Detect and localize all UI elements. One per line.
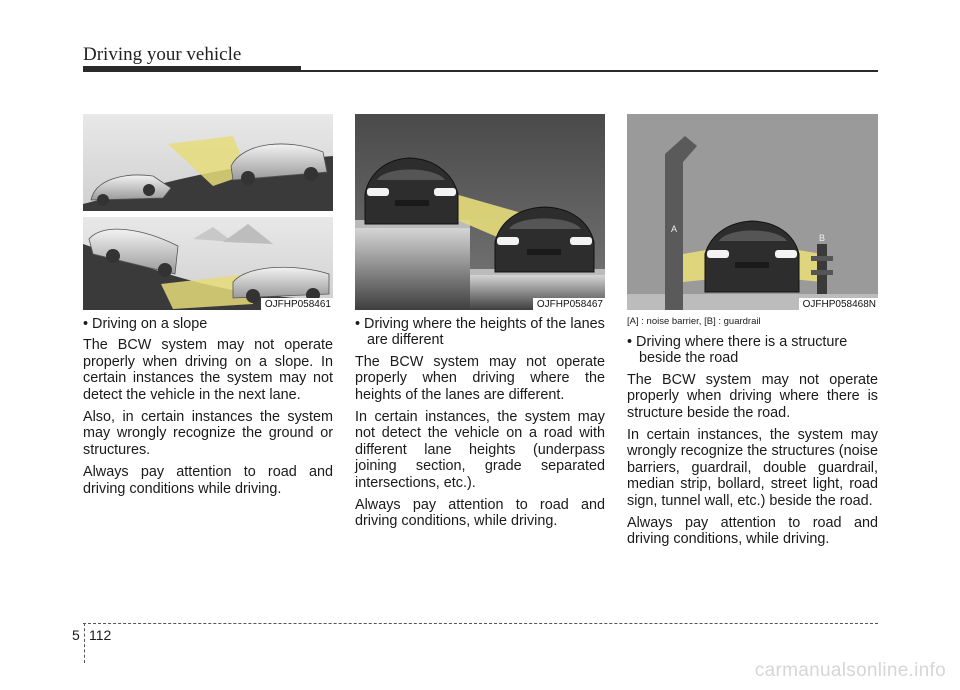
page-number: 112 [89,627,112,643]
figure-slope-illustration [83,114,333,310]
footer-divider [84,623,85,663]
footer-rule [83,623,878,624]
figure-structure-illustration [627,114,878,310]
watermark: carmanualsonline.info [754,660,946,681]
paragraph: In certain instances, the system may wrongly recognize the structures (noise barriers, guardrail, double guardrail, median strip, bollard, street light, road sign, tunnel wall, etc.) beside the road. [627,427,878,509]
column-slope [83,316,333,503]
figure-code: OJFHP058461 [261,298,333,310]
figure-code: OJFHP058467 [533,298,605,310]
column-lane-heights [355,316,605,536]
bullet-lane-heights: • Driving where the heights of the lanes are different [355,316,605,349]
paragraph: The BCW system may not operate properly when driving where there is structure beside the road. [627,371,878,421]
figure-lane-heights-illustration [355,114,605,310]
figure-lane-heights [355,114,605,310]
bullet-slope: • Driving on a slope [83,316,208,332]
paragraph: Always pay attention to road and driving conditions while driving. [83,464,333,497]
paragraph: Always pay attention to road and driving conditions, while driving. [627,515,878,548]
paragraph: In certain instances, the system may not detect the vehicle on a road with different lane heights (underpass joining section, grade separated intersections, etc.). [355,409,605,491]
chapter-number: 5 [72,627,80,643]
column-structure [627,316,878,554]
figure-slope [83,114,333,310]
bullet-structure: • Driving where there is a structure beside the road [627,334,848,367]
figure-caption: [A] : noise barrier, [B] : guardrail [627,316,761,327]
header-rule-thick [83,66,301,72]
label-a: A [671,224,678,234]
label-b: B [819,233,826,243]
header-rule-thin [301,70,878,72]
figure-code: OJFHP058468N [799,298,878,310]
paragraph: The BCW system may not operate properly when driving on a slope. In certain instances the system may not detect the vehicle in the next lane. [83,337,333,403]
figure-structure [627,114,878,310]
paragraph: The BCW system may not operate properly when driving where the heights of the lanes are different. [355,353,605,403]
paragraph: Always pay attention to road and driving conditions, while driving. [355,497,605,530]
paragraph: Also, in certain instances the system may wrongly recognize the ground or structures. [83,409,333,458]
page-header-title: Driving your vehicle [83,44,242,65]
